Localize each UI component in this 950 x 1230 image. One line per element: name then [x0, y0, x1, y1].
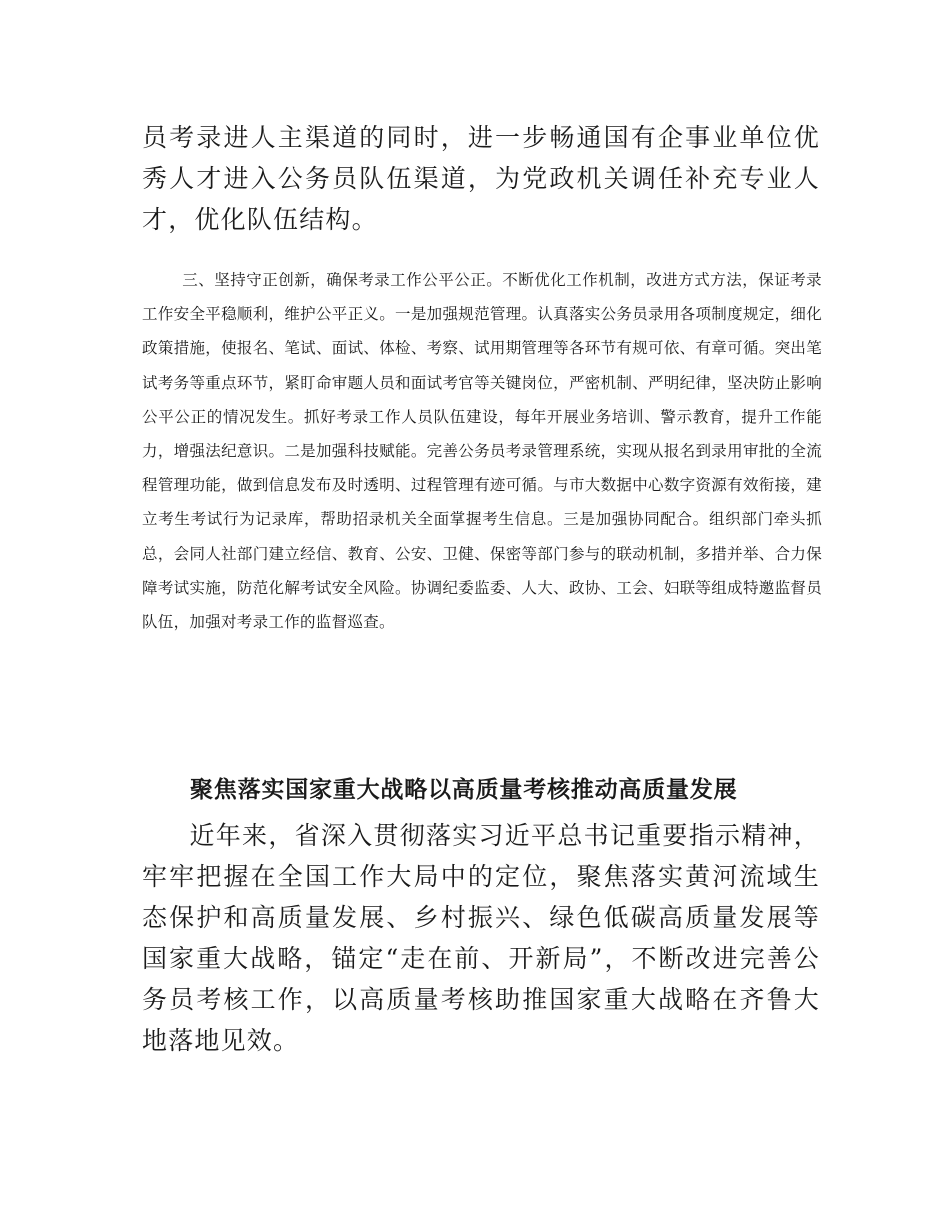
paragraph-section-three: 三、坚持守正创新，确保考录工作公平公正。不断优化工作机制，改进方式方法，保证考录工作安全平稳顺利，维护公平正义。一是加强规范管理。认真落实公务员录用各项制度规定，细化政策措施，使报名、笔试、面试、体检、考察、试用期管理等各环节有规可依、有章可循。突出笔试考务等重点环节，紧盯命审题人员和面试考官等关键岗位，严密机制、严明纪律，坚决防止影响公平公正的情况发生。抓好考录工作人员队伍建设，每年开展业务培训、警示教育，提升工作能力，增强法纪意识。二是加强科技赋能。完善公务员考录管理系统，实现从报名到录用审批的全流程管理功能，做到信息发布及时透明、过程管理有迹可循。与市大数据中心数字资源有效衔接，建立考生考试行为记录库，帮助招录机关全面掌握考生信息。三是加强协同配合。组织部门牵头抓总，会同人社部门建立经信、教育、公安、卫健、保密等部门参与的联动机制，多措并举、合力保障考试实施，防范化解考试安全风险。协调纪委监委、人大、政协、工会、妇联等组成特邀监督员队伍，加强对考录工作的监督巡查。 — [142, 271, 822, 632]
paragraph-intro: 近年来，省深入贯彻落实习近平总书记重要指示精神，牢牢把握在全国工作大局中的定位，聚焦落实黄河流域生态保护和高质量发展、乡村振兴、绿色低碳高质量发展等国家重大战略，锚定“走在前、开新局”，不断改进完善公务员考核工作，以高质量考核助推国家重大战略在齐鲁大地落地见效。 — [142, 821, 820, 1055]
section-heading: 聚焦落实国家重大战略以高质量考核推动高质量发展 — [190, 776, 738, 803]
paragraph-continuation: 员考录进人主渠道的同时，进一步畅通国有企事业单位优秀人才进入公务员队伍渠道，为党政机关调任补充专业人才，优化队伍结构。 — [142, 123, 820, 234]
